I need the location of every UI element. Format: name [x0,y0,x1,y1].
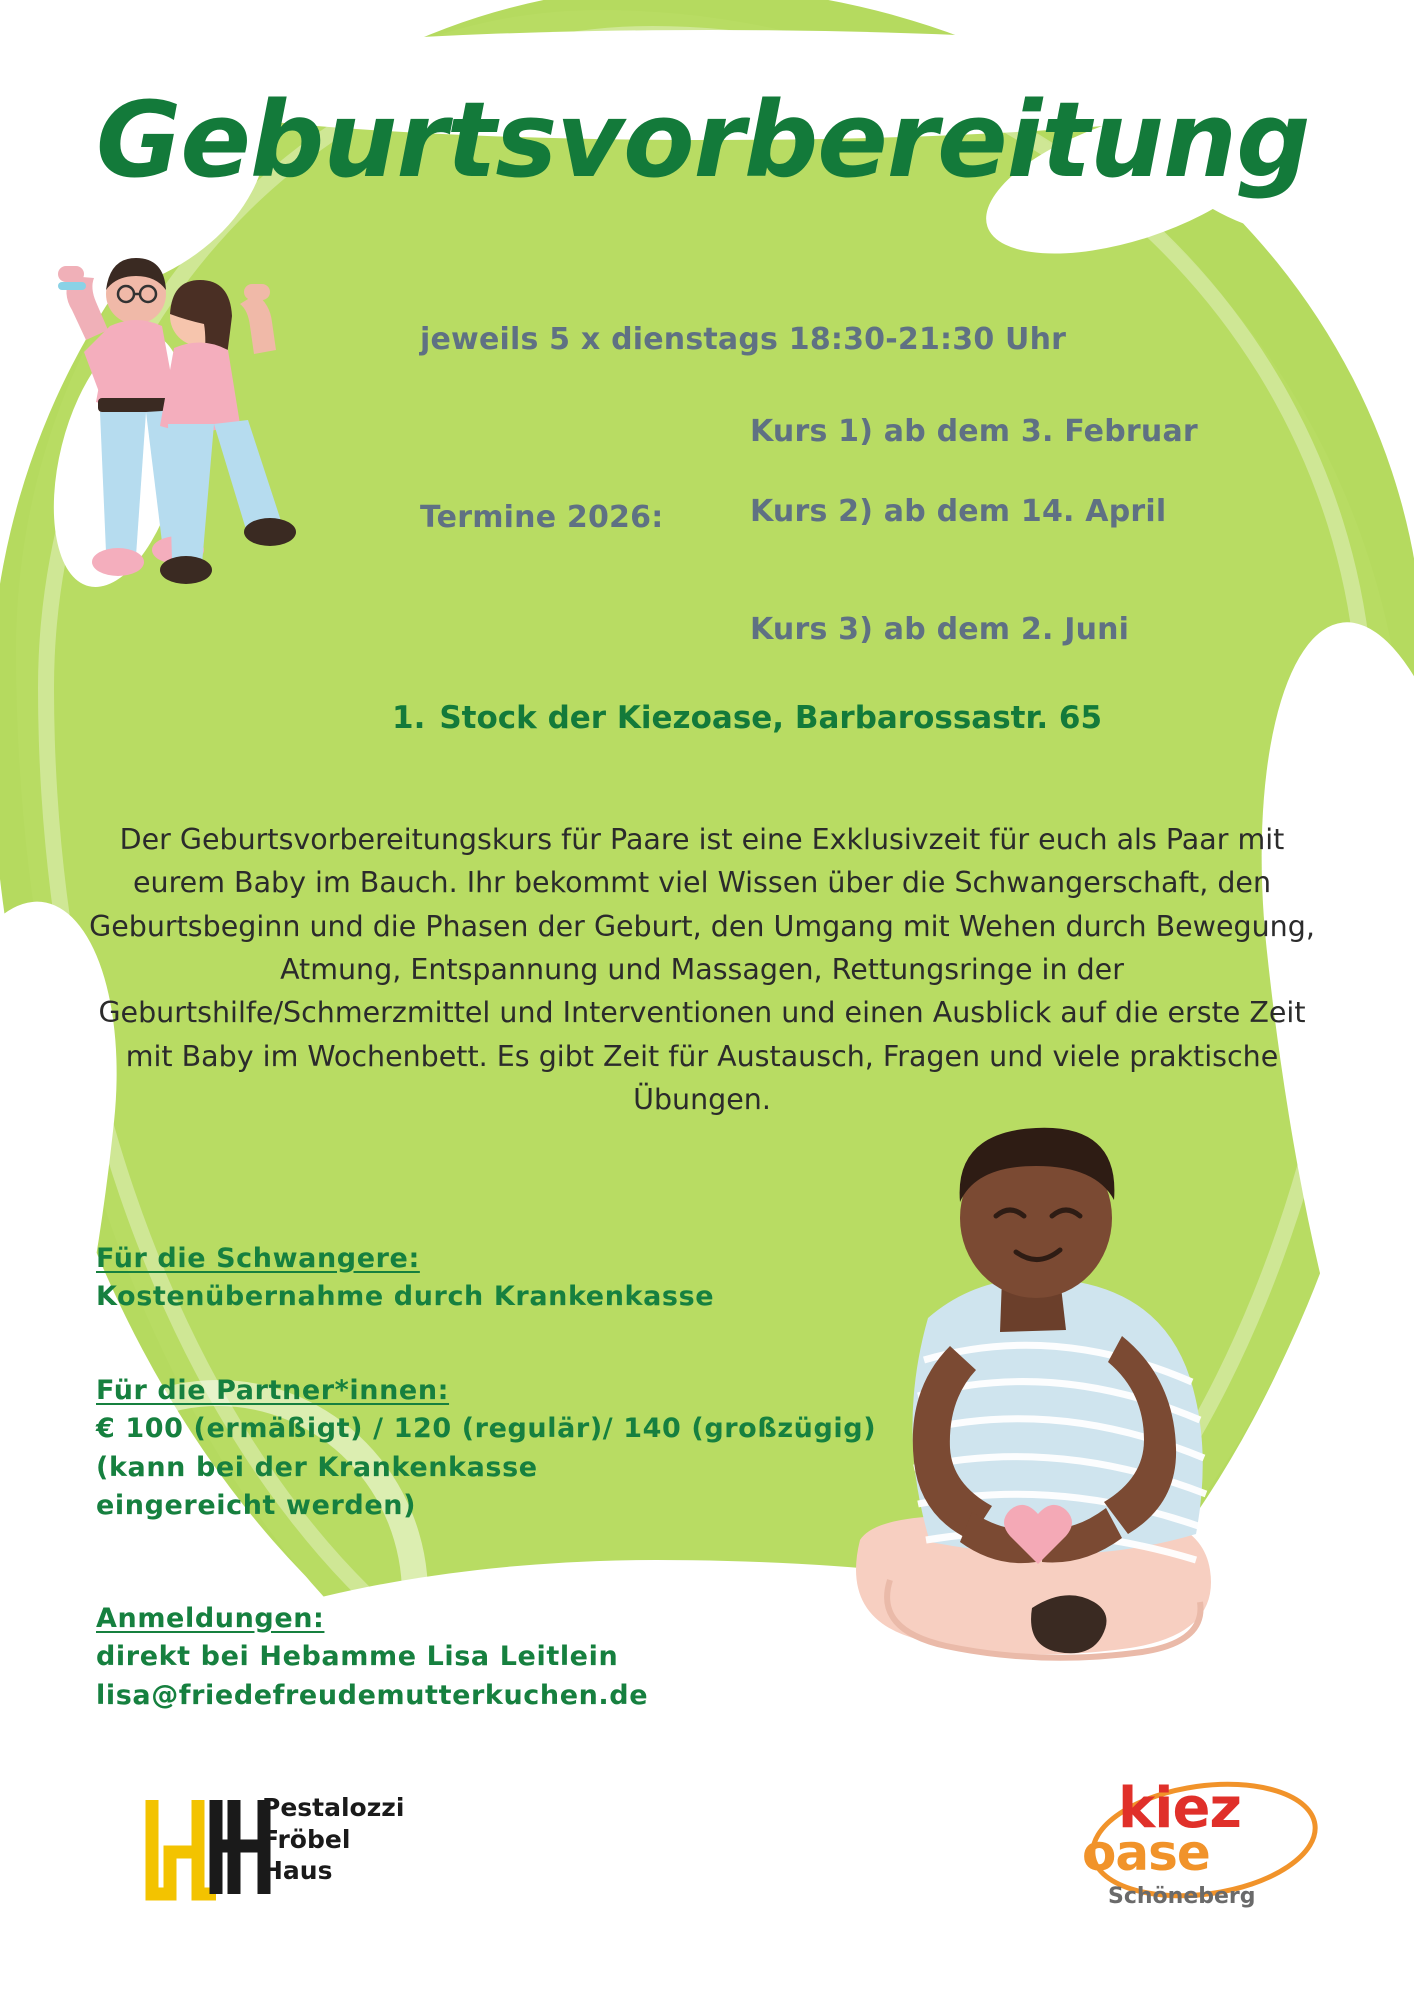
course-2: Kurs 2) ab dem 14. April [750,494,1167,529]
location-number: 1. [392,700,426,736]
info-heading: Für die Schwangere: [96,1243,420,1274]
course-1: Kurs 1) ab dem 3. Februar [750,414,1198,449]
course-3: Kurs 3) ab dem 2. Juni [750,612,1130,647]
schedule-dates-label: Termine 2026: [420,500,664,535]
pfh-line-3: Haus [262,1856,333,1885]
info-line: (kann bei der Krankenkasse [96,1451,538,1483]
pfh-line-1: Pestalozzi [262,1793,405,1822]
kiezoase-district-text: Schöneberg [1108,1884,1256,1909]
location-line [392,700,1102,736]
pregnant-person-illustration [800,1110,1270,1720]
course-description: Der Geburtsvorbereitungskurs für Paare ist eine Exklusivzeit für euch als Paar mit eurem Baby im Bauch. Ihr bekommt viel Wissen über die Schwangerschaft, den Geburtsbeginn und die Phasen der Geburt, den Umgang mit Wehen durch Bewegung, Atmung, Entspannung und Massagen, Rettungsringe in der Geburtshilfe/Schmerzmittel und Interventionen und einen Ausblick auf die erste Zeit mit Baby im Wochenbett. Es gibt Zeit für Austausch, Fragen und viele praktische Übungen. [89,823,1315,1116]
info-line: eingereicht werden) [96,1489,417,1521]
info-heading: Anmeldungen: [96,1603,325,1634]
location-text: Stock der Kiezoase, Barbarossastr. 65 [439,700,1103,736]
kiez-logo-text: kiez [1118,1776,1242,1841]
couple-illustration [18,232,398,692]
info-block-partners [96,1372,876,1525]
info-heading: Für die Partner*innen: [96,1375,450,1406]
pfh-logo-text [262,1792,404,1887]
page-title: Geburtsvorbereitung [96,79,1310,201]
info-line: Kostenübernahme durch Krankenkasse [96,1281,715,1313]
info-line: € 100 (ermäßigt) / 120 (regulär)/ 140 (großzügig) [96,1413,877,1445]
info-block-registration [96,1600,648,1715]
pfh-line-2: Fröbel [262,1824,351,1854]
schedule-weekly: jeweils 5 x dienstags 18:30-21:30 Uhr [420,322,1067,357]
info-line: direkt bei Hebamme Lisa Leitlein [96,1641,619,1673]
oase-logo-text: oase [1082,1824,1210,1882]
contact-email[interactable]: lisa@friedefreudemutterkuchen.de [96,1679,649,1711]
info-block-pregnant [96,1240,714,1317]
